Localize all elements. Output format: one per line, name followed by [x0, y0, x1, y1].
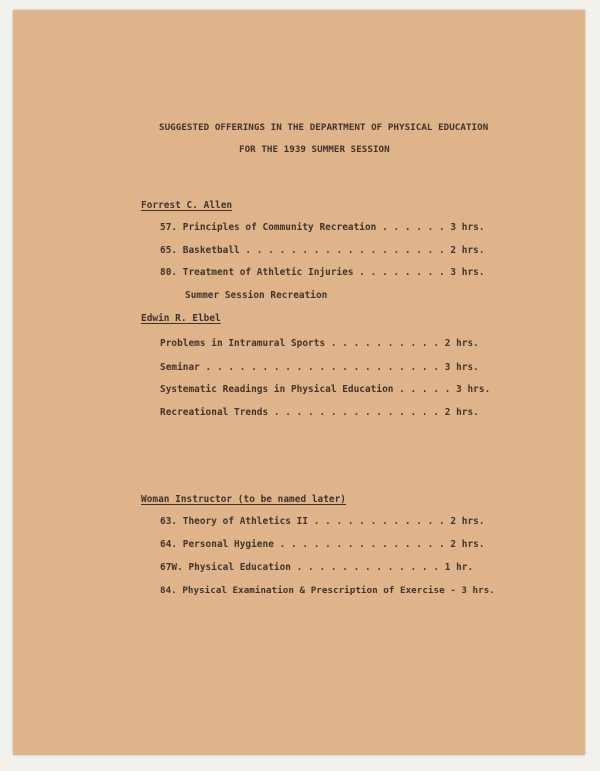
instructor-name-allen: Forrest C. Allen	[141, 200, 233, 211]
course-line: 67W. Physical Education . . . . . . . . . . . . . 1 hr.	[160, 562, 474, 573]
document-page	[13, 10, 585, 755]
instructor-name-elbel: Edwin R. Elbel	[141, 313, 221, 324]
course-line: Summer Session Recreation	[185, 290, 328, 301]
course-line: 64. Personal Hygiene . . . . . . . . . . . . . . . 2 hrs.	[160, 539, 485, 550]
course-line: Systematic Readings in Physical Education . . . . . 3 hrs.	[160, 384, 491, 395]
course-line: Problems in Intramural Sports . . . . . . . . . . 2 hrs.	[160, 338, 479, 349]
course-line: 84. Physical Examination & Prescription of Exercise - 3 hrs.	[160, 585, 495, 596]
document-title-line1: SUGGESTED OFFERINGS IN THE DEPARTMENT OF PHYSICAL EDUCATION	[159, 122, 489, 133]
course-line: 57. Principles of Community Recreation . . . . . . 3 hrs.	[160, 222, 485, 233]
instructor-name-woman: Woman Instructor (to be named later)	[141, 494, 346, 505]
course-line: 63. Theory of Athletics II . . . . . . . . . . . . 2 hrs.	[160, 516, 485, 527]
course-line: 80. Treatment of Athletic Injuries . . . . . . . . 3 hrs.	[160, 267, 485, 278]
course-line: Recreational Trends . . . . . . . . . . . . . . . 2 hrs.	[160, 407, 479, 418]
course-line: Seminar . . . . . . . . . . . . . . . . . . . . . 3 hrs.	[160, 362, 479, 373]
course-line: 65. Basketball . . . . . . . . . . . . . . . . . . 2 hrs.	[160, 245, 485, 256]
document-title-line2: FOR THE 1939 SUMMER SESSION	[239, 144, 390, 155]
